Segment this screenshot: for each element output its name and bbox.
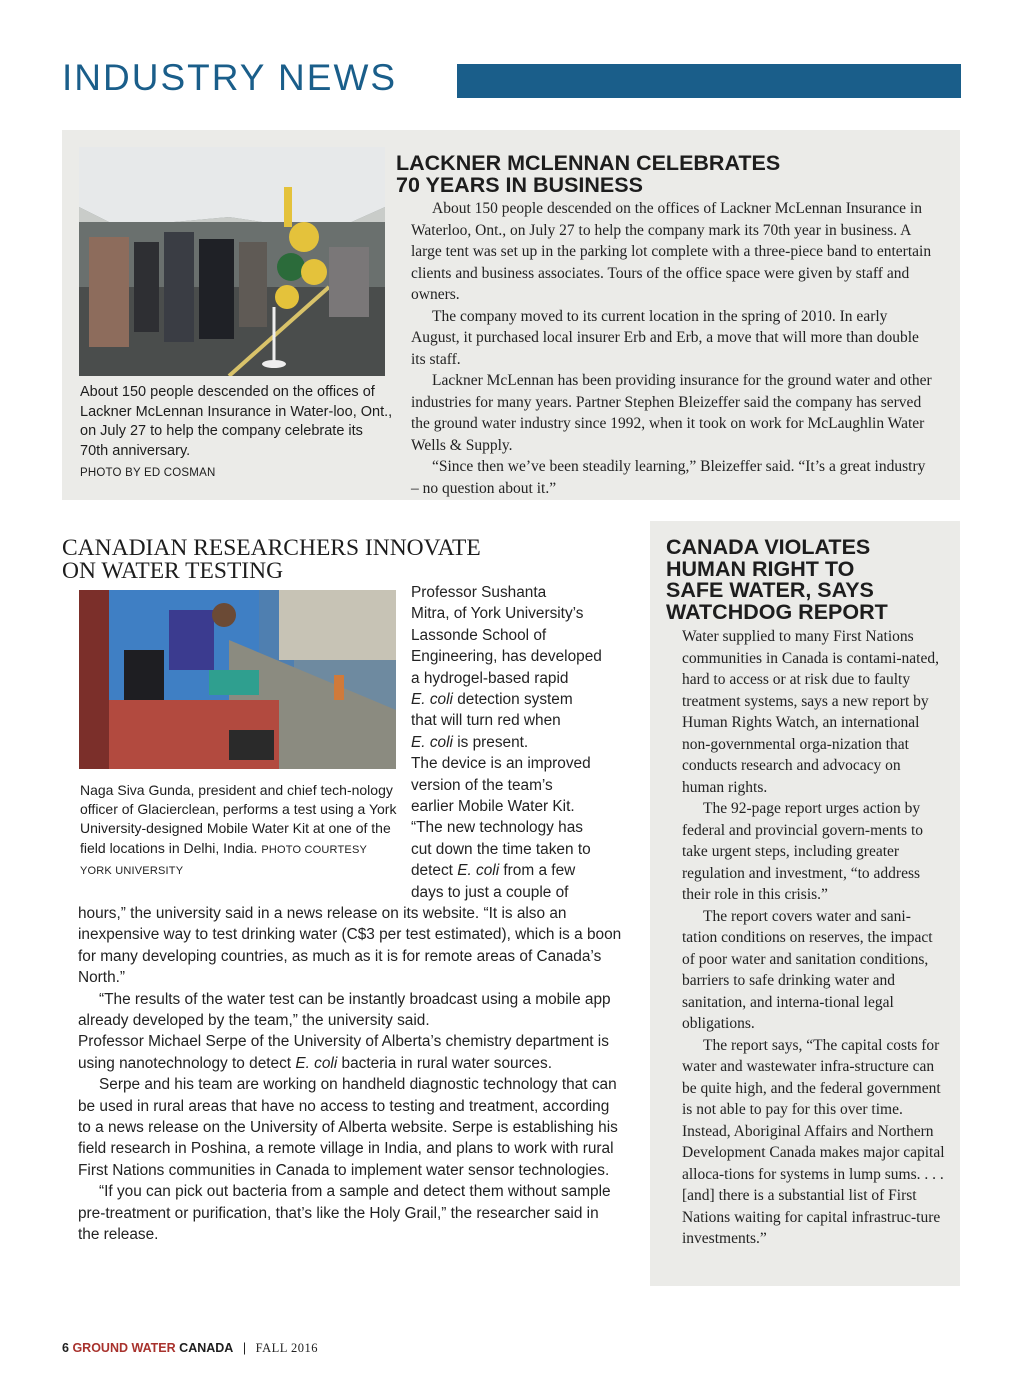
publication-name-canada: CANADA <box>179 1341 234 1355</box>
story1-paragraph: “Since then we’ve been steadily learning,” Bleizeffer said. “It’s a great industry – no question about it.” <box>411 458 926 497</box>
story3-paragraph: The 92-page report urges action by federal and provincial govern-ments to take urgent steps, including greater regulation and investment, “to address their role in this crisis.” <box>682 800 924 903</box>
water-kit-photo <box>79 590 396 769</box>
header-bar <box>457 64 961 98</box>
story2-paragraph: “If you can pick out bacteria from a sample and detect them without sample pre-treatment or purification, that’s like the Holy Grail,” the researcher said in the release. <box>78 1183 611 1244</box>
story1-paragraph: Lackner McLennan has been providing insurance for the ground water and other industries for many years. Partner Stephen Bleizeffer said the company has served the ground water industry since 1992, when it took on work for McLaughlin Water Wells & Supply. <box>411 372 932 454</box>
story3-paragraph: The report covers water and sani-tation conditions on reserves, the impact of poor water and sanitation conditions, barriers to safe drinking water and sanitation, and interna-tional legal obligations. <box>682 907 933 1032</box>
story3-paragraph: Water supplied to many First Nations communities in Canada is contami-nated, hard to access or at risk due to faulty treatment systems, says a new report by Human Rights Watch, an international non-governmental orga-nization that conducts research and advocacy on human rights. <box>682 628 939 796</box>
story2-photo-caption: Naga Siva Gunda, president and chief tech-nology officer of Glacierclean, performs a test using a York University-designed Mobile Water Kit at one of the field locations in Delhi, India. PHOTO COURTESY YORK UNIVERSITY <box>80 782 397 877</box>
page-footer <box>62 1340 318 1356</box>
story3-headline: CANADA VIOLATES HUMAN RIGHT TO SAFE WATER, SAYS WATCHDOG REPORT <box>666 535 888 624</box>
story2-photo-credit: PHOTO COURTESY YORK UNIVERSITY <box>80 843 367 877</box>
footer-separator: | <box>242 1341 247 1355</box>
issue-label: FALL 2016 <box>255 1341 319 1355</box>
story2-paragraph: “The results of the water test can be instantly broadcast using a mobile app already developed by the team,” the university said. <box>78 990 611 1030</box>
publication-name-ground-water: GROUND WATER <box>72 1341 176 1355</box>
story2-paragraph: hours,” the university said in a news release on its website. “It is also an inexpensive way to test drinking water (C$3 per test estimated), which is a boon for many developing countries, as much as it is for remote areas of Canada’s North.” <box>78 905 622 987</box>
story3-paragraph: The report says, “The capital costs for water and wastewater infra-structure can be quite high, and the federal government is not able to pay for this over time. Instead, Aboriginal Affairs and Northern Development Canada makes major capital alloca-tions for systems in lump sums. . . . [and] there is a substantial list of First Nations waiting for capital infrastruc-ture investments.” <box>682 1036 945 1247</box>
story2-body <box>78 903 623 1246</box>
story2-paragraph: Serpe and his team are working on handheld diagnostic technology that can be used in rural areas that have no access to testing and treatment, according to a news release on the University of Alberta website. Serpe is establishing his field research in Poshina, a remote village in India, and plans to work with rural First Nations communities in Canada to implement water sensor technologies. <box>78 1076 618 1179</box>
ecoli-italic: E. coli <box>457 862 500 880</box>
tent-event-photo <box>79 147 385 376</box>
story2-narrow-column: Professor Sushanta Mitra, of York University’s Lassonde School of Engineering, has developed a hydrogel-based rapid E. coli detection system that will turn red when E. coli is present. The device is an improved version of the team’s earlier Mobile Water Kit. “The new technology has cut down the time taken to detect E. coli from a few days to just a couple of <box>411 584 602 901</box>
story1-body <box>411 198 935 499</box>
story2-headline: CANADIAN RESEARCHERS INNOVATE ON WATER TESTING <box>62 535 481 584</box>
story1-photo-credit: PHOTO BY ED COSMAN <box>80 467 216 479</box>
section-title: INDUSTRY NEWS <box>62 57 398 98</box>
story1-paragraph: About 150 people descended on the offices of Lackner McLennan Insurance in Waterloo, Ont., on July 27 to help the company mark its 70th year in business. A large tent was set up in the parking lot complete with a three-piece band to entertain clients and business associates. Tours of the office space were given by staff and owners. <box>411 200 932 303</box>
ecoli-italic: E. coli <box>411 691 453 709</box>
story3-body <box>682 626 946 1250</box>
page-number: 6 <box>62 1341 69 1355</box>
story1-photo-caption: About 150 people descended on the offices of Lackner McLennan Insurance in Water-loo, Ont., on July 27 to help the company celebrate its 70th anniversary. PHOTO BY ED COSMAN <box>80 383 395 484</box>
story1-paragraph: The company moved to its current location in the spring of 2010. In early August, it purchased local insurer Erb and Erb, a move that will more than double its staff. <box>411 307 919 368</box>
ecoli-italic: E. coli <box>411 733 453 751</box>
story1-headline: LACKNER MCLENNAN CELEBRATES 70 YEARS IN BUSINESS <box>396 151 781 197</box>
story2-paragraph: Professor Michael Serpe of the University of Alberta’s chemistry department is using nanotechnology to detect E. coli bacteria in rural water sources. <box>78 1033 609 1072</box>
